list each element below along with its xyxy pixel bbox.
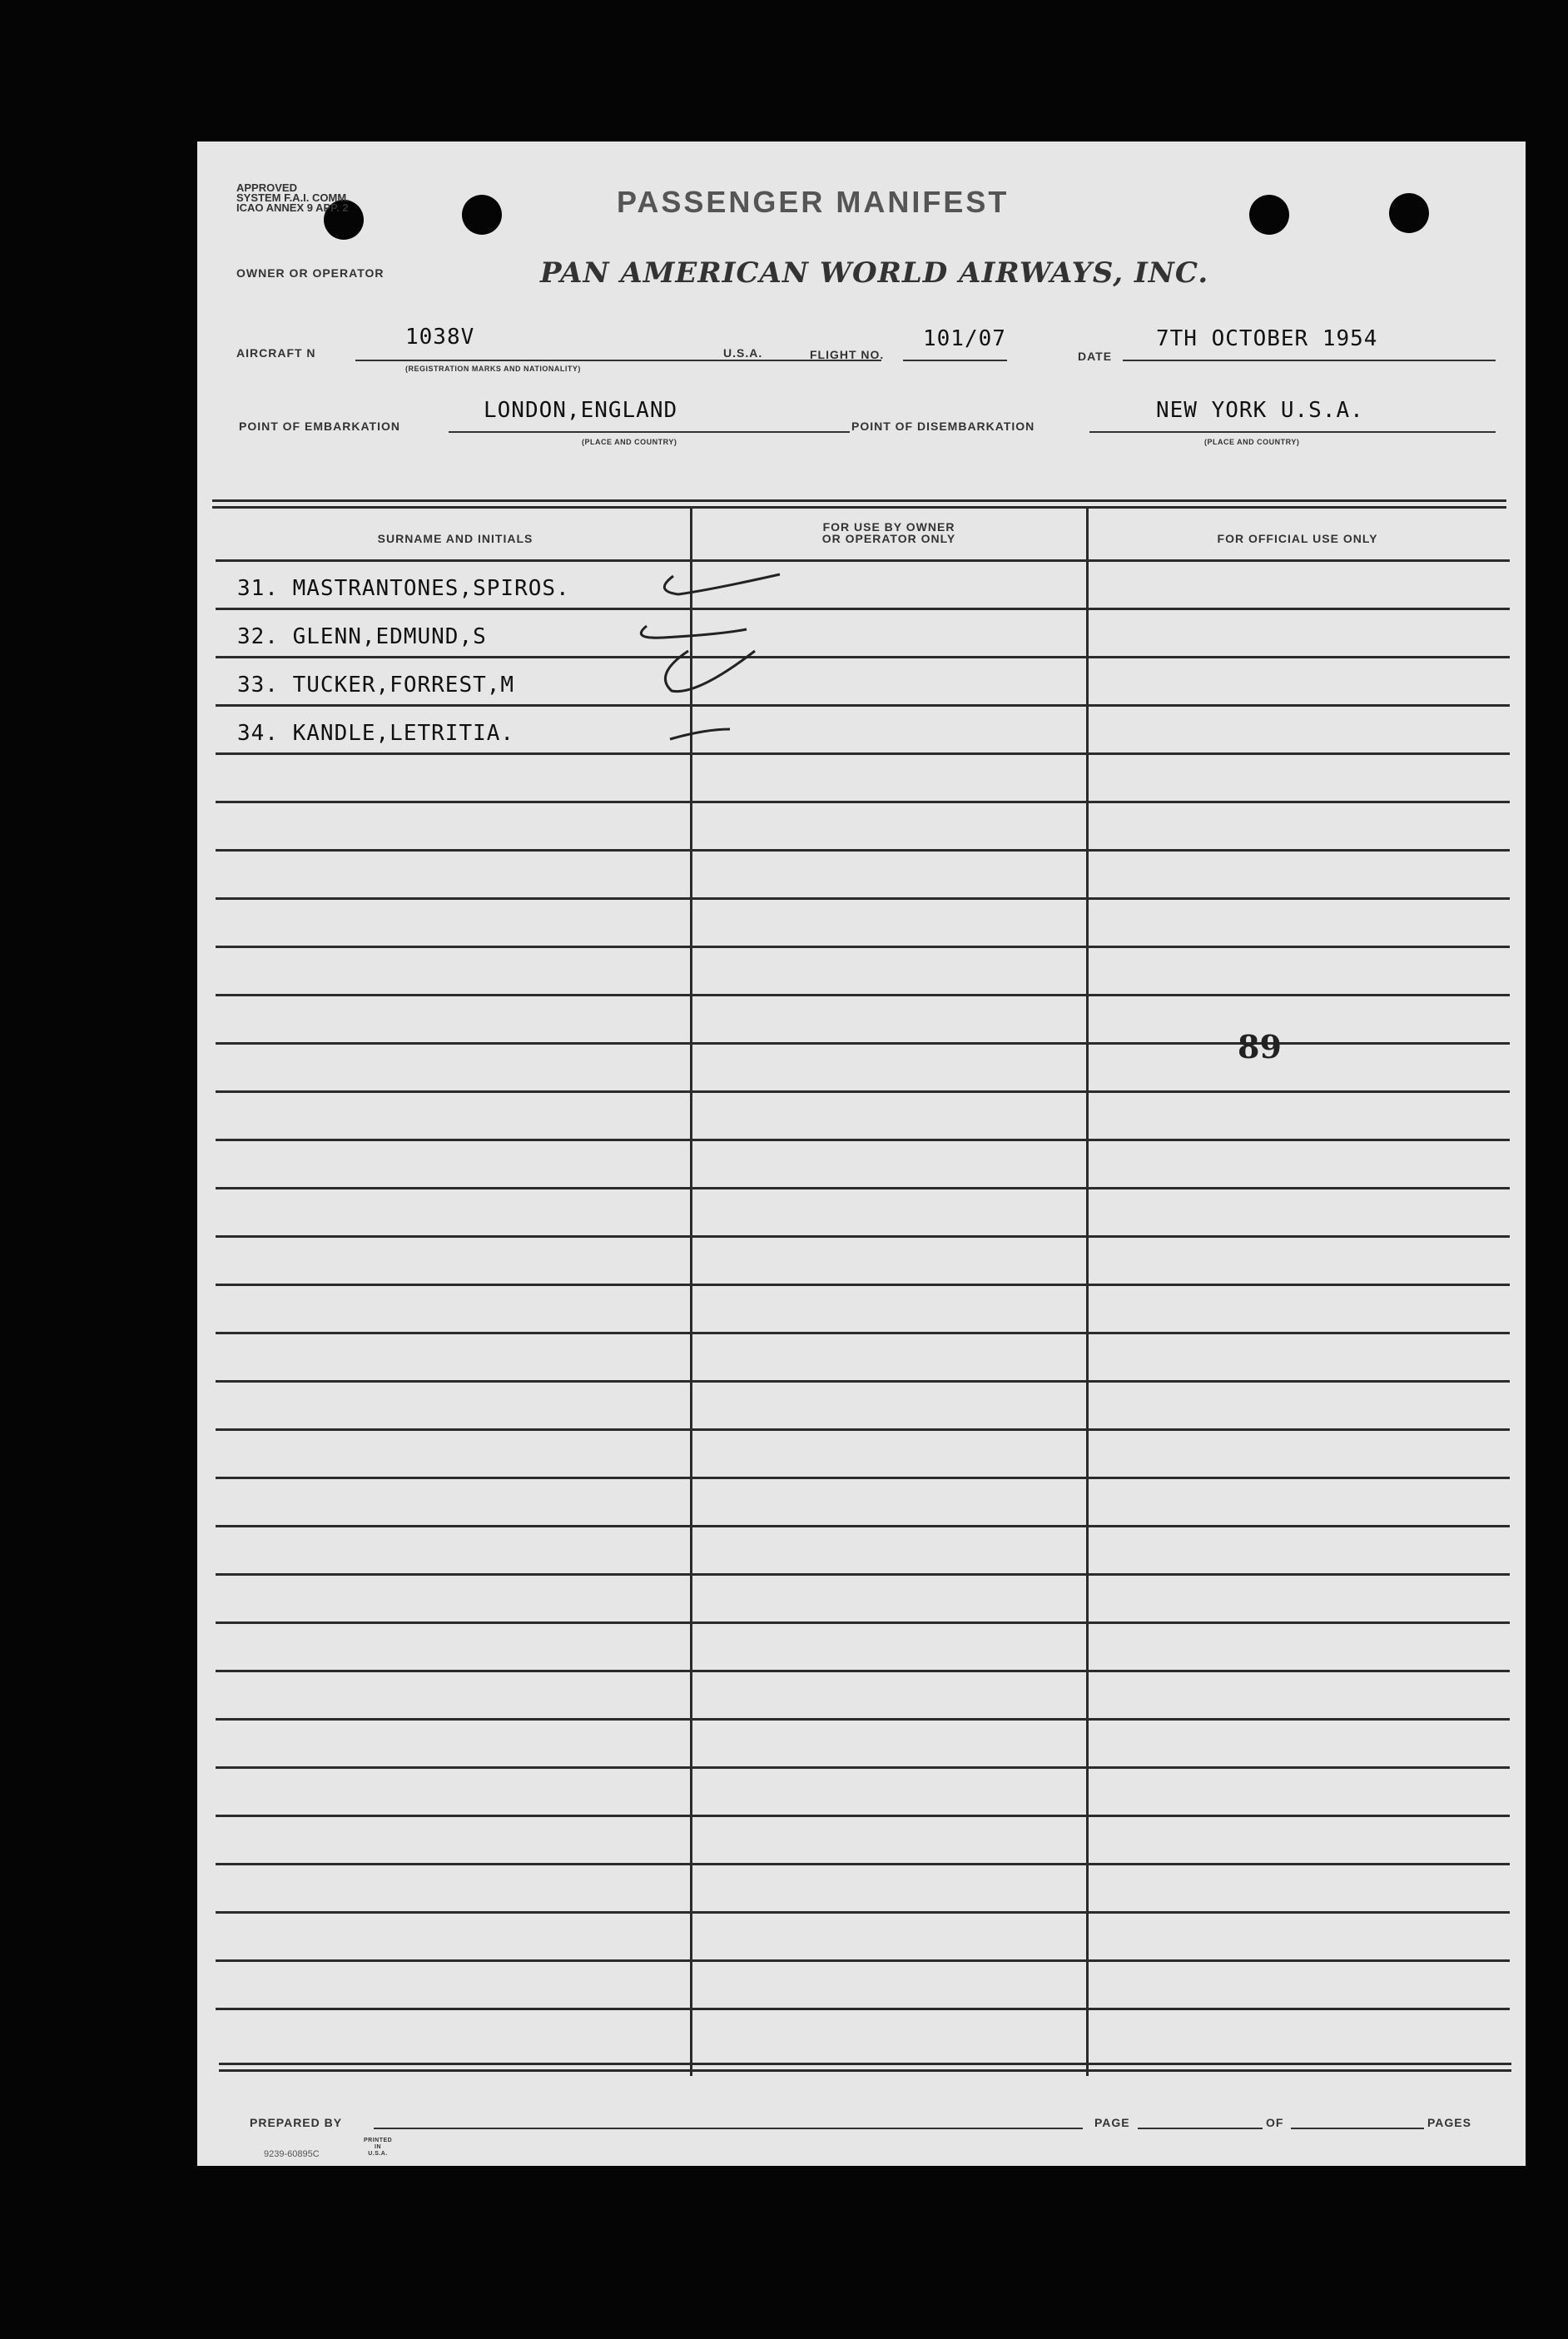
table-row-line: [216, 1766, 1510, 1769]
table-row-line: [216, 1235, 1510, 1238]
table-row-line: [216, 1718, 1510, 1721]
aircraft-value: 1038V: [405, 325, 475, 350]
disembark-value: NEW YORK U.S.A.: [1156, 398, 1364, 423]
owner-label: OWNER OR OPERATOR: [236, 266, 385, 280]
table-bottom-rule: [219, 2063, 1511, 2065]
table-row-line: [216, 1428, 1510, 1431]
disembark-label: POINT OF DISEMBARKATION: [851, 420, 1035, 433]
column-header-official: FOR OFFICIAL USE ONLY: [1217, 532, 1378, 545]
embark-sublabel: (PLACE AND COUNTRY): [582, 438, 677, 446]
table-row-line: [216, 1139, 1510, 1141]
table-row-line: [216, 1332, 1510, 1334]
column-header-surname: SURNAME AND INITIALS: [377, 532, 533, 545]
table-row-line: [216, 994, 1510, 996]
check-mark-icon: [670, 729, 730, 739]
form-code: 9239-60895C: [264, 2149, 320, 2159]
check-mark-icon: [664, 574, 780, 594]
usa-label: U.S.A.: [723, 346, 763, 360]
passenger-name: 34. KANDLE,LETRITIA.: [237, 721, 515, 746]
flight-label: FLIGHT NO.: [810, 348, 885, 361]
column-header-owner-line2: OR OPERATOR ONLY: [821, 532, 956, 545]
aircraft-sublabel: (REGISTRATION MARKS AND NATIONALITY): [405, 365, 581, 373]
table-row-line: [216, 1380, 1510, 1383]
disembark-sublabel: (PLACE AND COUNTRY): [1204, 438, 1300, 446]
passenger-name: 32. GLENN,EDMUND,S: [237, 624, 487, 649]
approval-note: APPROVED SYSTEM F.A.I. COMM. ICAO ANNEX 9 APP. 2: [236, 181, 350, 214]
embark-value: LONDON,ENGLAND: [484, 398, 678, 423]
table-row-line: [216, 897, 1510, 900]
table-row-line: [216, 1670, 1510, 1672]
manifest-sheet: [197, 142, 1526, 2166]
table-row-line: [216, 1621, 1510, 1624]
date-label: DATE: [1078, 350, 1113, 363]
table-row-line: [216, 1090, 1510, 1093]
check-mark-icon: [641, 626, 747, 638]
passenger-name: 33. TUCKER,FORREST,M: [237, 673, 515, 698]
printed-in-label: PRINTED IN U.S.A.: [364, 2138, 393, 2157]
column-header-owner-line1: FOR USE BY OWNER: [822, 520, 955, 534]
table-row-line: [216, 1477, 1510, 1479]
table-row-line: [216, 1815, 1510, 1817]
flight-value: 101/07: [923, 326, 1006, 351]
table-bottom-rule: [219, 2069, 1511, 2072]
of-label: OF: [1266, 2116, 1284, 2129]
table-row-line: [216, 1911, 1510, 1914]
check-mark-icon: [665, 651, 755, 692]
prepared-by-label: PREPARED BY: [250, 2116, 343, 2129]
stamp-number: 89: [1238, 1028, 1282, 1065]
table-row-line: [216, 2008, 1510, 2010]
prepared-by-line: [374, 2128, 1083, 2129]
form-title: PASSENGER MANIFEST: [617, 185, 1010, 219]
passenger-name: 31. MASTRANTONES,SPIROS.: [237, 576, 570, 601]
pages-label: PAGES: [1427, 2116, 1471, 2129]
table-row-line: [216, 946, 1510, 948]
table-row-line: [216, 1187, 1510, 1189]
date-value: 7TH OCTOBER 1954: [1156, 326, 1378, 351]
table-row-line: [216, 1525, 1510, 1527]
table-row-line: [216, 1959, 1510, 1962]
handwritten-check-marks: [197, 142, 1526, 891]
table-row-line: [216, 1573, 1510, 1576]
page-line: [1138, 2128, 1263, 2129]
airline-name: PAN AMERICAN WORLD AIRWAYS, INC.: [540, 256, 1209, 290]
embark-label: POINT OF EMBARKATION: [239, 420, 400, 433]
page-label: PAGE: [1094, 2116, 1130, 2129]
table-row-line: [216, 1863, 1510, 1865]
table-row-line: [216, 1042, 1510, 1045]
aircraft-label: AIRCRAFT N: [236, 346, 316, 360]
table-row-line: [216, 1284, 1510, 1286]
of-line: [1291, 2128, 1424, 2129]
